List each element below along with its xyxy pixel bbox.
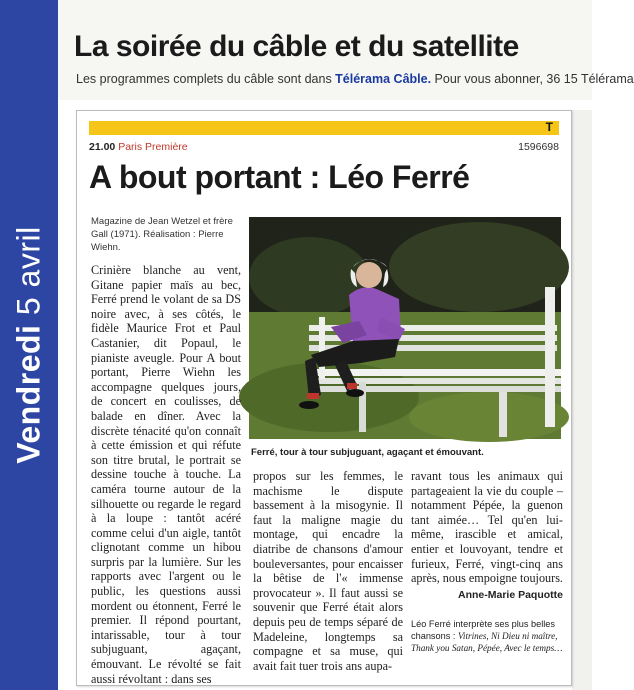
- program-credits: Magazine de Jean Wetzel et frère Gall (1971). Réalisation : Pierre Wiehn.: [91, 216, 233, 253]
- telerama-badge: T: [545, 120, 553, 134]
- program-channel: Paris Première: [118, 141, 188, 153]
- songs-note-intro: Léo Ferré interprète ses plus belles chansons :: [411, 619, 556, 642]
- showview-code: 1596698: [518, 141, 559, 153]
- article-column-3: [411, 469, 563, 683]
- date-value: 5 avril: [10, 226, 47, 316]
- page-header: [58, 0, 634, 100]
- songs-note: [411, 618, 563, 654]
- songs-note-titles: Vitrines, Ni Dieu ni maître, Thank you Satan, Pépée, Avec le temps…: [411, 631, 563, 654]
- article-column-1: Crinière blanche au vent, Gitane papier maïs au bec, Ferré prend le volant de sa DS noire avec, à ses côtés, le fidèle Maurice Frot et Paul Castanier, dit Popaul, le pianiste aveugle. Pour A bout portant, Pierre Wiehn les accompagne quelques jours, de concert en coulisses, de balade en dîner. Avec la discrète ténacité qu'on connaît à cette émission et qui réfute son titre brutal, le portrait se dessine touche à touche. La caméra tourne autour de la silhouette ou regarde le regard à la loupe : tantôt acéré comme celui d'un aigle, tantôt clignotant comme un hibou surpris par la lumière. Sur les rapports avec l'argent ou le public, les questions aussi mordent ou étonnent, Ferré le premier. Il répond pourtant, intarissable, tour à tour subjuguant, agaçant, émouvant. Le révolté se fait aussi révoltant : dans ses: [91, 263, 241, 686]
- page-title: La soirée du câble et du satellite: [74, 30, 519, 63]
- article-column-3-text: ravant tous les animaux qui partageaient la vie du couple – notamment Pépée, la guenon tant aimée… Tel qu'en lui-même, irascible et amical, entier et louvoyant, tendre et furieux, Ferré, vingt-cinq ans après, nous empoigne toujours.: [411, 469, 563, 586]
- day-label: Vendredi: [10, 324, 47, 464]
- adjacent-page-strip: [572, 110, 592, 690]
- program-photo: [249, 217, 561, 439]
- subtitle-brand: Télérama Câble.: [335, 72, 432, 86]
- program-time: 21.00: [89, 141, 116, 153]
- program-card: [76, 110, 572, 686]
- article-column-2: propos sur les femmes, le machisme le dispute bassement à la misogynie. Il faut la maligne magie du montage, qui encadre la diatribe de chansons d'amour bouleversantes, pour encaisser la bêtise de l'« immense provocateur ». Il faut aussi se souvenir que Ferré était alors depuis peu de temps séparé de Madeleine, longtemps sa compagne et sa muse, qui avait fait tuer trois ans aupa-: [253, 469, 403, 673]
- date-sidebar: [0, 0, 58, 690]
- program-headline: A bout portant : Léo Ferré: [89, 159, 470, 195]
- program-meta: [89, 141, 188, 153]
- author-signature: Anne-Marie Paquotte: [457, 588, 563, 601]
- page-subtitle: [76, 72, 634, 86]
- subtitle-subscribe: Pour vous abonner, 36 15 Télérama: [431, 72, 634, 86]
- subtitle-text: Les programmes complets du câble sont dans: [76, 72, 336, 86]
- category-bar: [89, 121, 559, 135]
- date-label: [11, 226, 48, 463]
- photo-caption: Ferré, tour à tour subjuguant, agaçant et émouvant.: [251, 447, 484, 458]
